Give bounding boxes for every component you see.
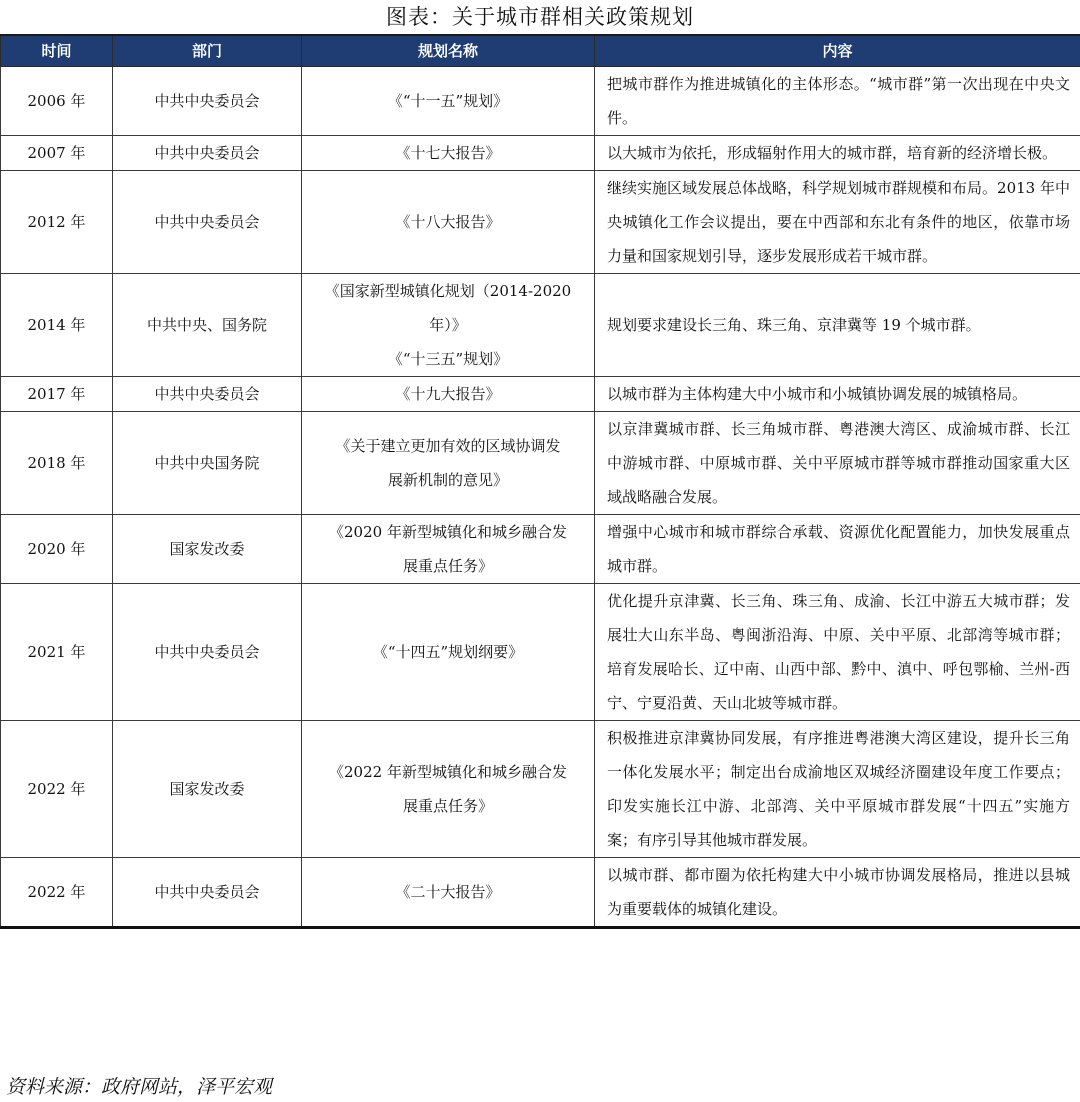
cell-department: 国家发改委 — [113, 514, 302, 583]
table-row — [1, 857, 1080, 927]
cell-plan — [302, 376, 595, 411]
cell-year: 2007 年 — [1, 135, 113, 170]
cell-year: 2018 年 — [1, 411, 113, 514]
table-row — [1, 720, 1080, 857]
source-note: 资料来源：政府网站，泽平宏观 — [6, 1076, 273, 1098]
cell-year: 2020 年 — [1, 514, 113, 583]
table-row — [1, 514, 1080, 583]
plan-name-line: 《关于建立更加有效的区域协调发 — [335, 436, 561, 455]
cell-department: 中共中央国务院 — [113, 411, 302, 514]
cell-department: 中共中央委员会 — [113, 135, 302, 170]
table-row — [1, 411, 1080, 514]
cell-plan — [302, 514, 595, 583]
policy-table — [0, 34, 1080, 929]
cell-plan — [302, 135, 595, 170]
plan-name-line: 《2022 年新型城镇化和城乡融合发 — [329, 762, 567, 781]
plan-name-line: 《“十四五”规划纲要》 — [372, 642, 524, 661]
plan-name-line: 《十七大报告》 — [395, 143, 501, 162]
cell-department: 中共中央委员会 — [113, 66, 302, 135]
header-plan: 规划名称 — [302, 35, 595, 66]
header-content: 内容 — [595, 35, 1080, 66]
plan-name-line: 《国家新型城镇化规划（2014-2020 — [324, 281, 572, 300]
cell-department: 中共中央委员会 — [113, 583, 302, 720]
table-row — [1, 273, 1080, 376]
plan-name-line: 《十九大报告》 — [395, 384, 501, 403]
cell-department: 中共中央委员会 — [113, 376, 302, 411]
header-row — [1, 35, 1080, 66]
cell-content: 规划要求建设长三角、珠三角、京津冀等 19 个城市群。 — [595, 273, 1080, 376]
cell-year: 2022 年 — [1, 857, 113, 927]
plan-name-line: 《“十一五”规划》 — [387, 91, 509, 110]
cell-year: 2014 年 — [1, 273, 113, 376]
cell-plan — [302, 720, 595, 857]
table-header — [1, 35, 1080, 66]
cell-content: 积极推进京津冀协同发展，有序推进粤港澳大湾区建设，提升长三角一体化发展水平；制定出台成渝地区双城经济圈建设年度工作要点；印发实施长江中游、北部湾、关中平原城市群发展“十四五”实施方案；有序引导其他城市群发展。 — [595, 720, 1080, 857]
cell-year: 2006 年 — [1, 66, 113, 135]
cell-year: 2022 年 — [1, 720, 113, 857]
plan-name-line: 《十八大报告》 — [395, 212, 501, 231]
plan-name-line: 展重点任务》 — [402, 796, 493, 815]
cell-content: 以城市群为主体构建大中小城市和小城镇协调发展的城镇格局。 — [595, 376, 1080, 411]
header-department: 部门 — [113, 35, 302, 66]
table-title: 图表：关于城市群相关政策规划 — [386, 5, 694, 29]
cell-department: 中共中央委员会 — [113, 857, 302, 927]
cell-year: 2021 年 — [1, 583, 113, 720]
cell-year: 2017 年 — [1, 376, 113, 411]
cell-content: 优化提升京津冀、长三角、珠三角、成渝、长江中游五大城市群；发展壮大山东半岛、粤闽浙沿海、中原、关中平原、北部湾等城市群； 培育发展哈长、辽中南、山西中部、黔中、滇中、呼包鄂榆、兰州-西宁、宁夏沿黄、天山北坡等城市群。 — [595, 583, 1080, 720]
cell-department: 中共中央委员会 — [113, 170, 302, 273]
cell-plan — [302, 857, 595, 927]
cell-plan — [302, 273, 595, 376]
plan-name-line: 《2020 年新型城镇化和城乡融合发 — [329, 522, 567, 541]
cell-plan — [302, 66, 595, 135]
cell-content: 增强中心城市和城市群综合承载、资源优化配置能力，加快发展重点城市群。 — [595, 514, 1080, 583]
header-time: 时间 — [1, 35, 113, 66]
plan-name-line: 《“十三五”规划》 — [387, 349, 509, 368]
cell-content: 以城市群、都市圈为依托构建大中小城市协调发展格局，推进以县城为重要载体的城镇化建设。 — [595, 857, 1080, 927]
table-row — [1, 376, 1080, 411]
cell-year: 2012 年 — [1, 170, 113, 273]
cell-content: 以京津冀城市群、长三角城市群、粤港澳大湾区、成渝城市群、长江中游城市群、中原城市群、关中平原城市群等城市群推动国家重大区域战略融合发展。 — [595, 411, 1080, 514]
plan-name-line: 年）》 — [429, 315, 467, 334]
table-row — [1, 583, 1080, 720]
cell-content: 以大城市为依托，形成辐射作用大的城市群，培育新的经济增长极。 — [595, 135, 1080, 170]
cell-plan — [302, 170, 595, 273]
cell-department: 中共中央、国务院 — [113, 273, 302, 376]
plan-name-line: 《二十大报告》 — [395, 882, 501, 901]
plan-name-line: 展重点任务》 — [402, 556, 493, 575]
cell-department: 国家发改委 — [113, 720, 302, 857]
table-row — [1, 66, 1080, 135]
table-body — [1, 66, 1080, 927]
cell-content: 把城市群作为推进城镇化的主体形态。“城市群”第一次出现在中央文件。 — [595, 66, 1080, 135]
plan-name-line: 展新机制的意见》 — [387, 470, 508, 489]
cell-plan — [302, 583, 595, 720]
cell-plan — [302, 411, 595, 514]
cell-content: 继续实施区域发展总体战略，科学规划城市群规模和布局。2013 年中央城镇化工作会议提出，要在中西部和东北有条件的地区，依靠市场力量和国家规划引导，逐步发展形成若干城市群。 — [595, 170, 1080, 273]
table-row — [1, 135, 1080, 170]
table-row — [1, 170, 1080, 273]
